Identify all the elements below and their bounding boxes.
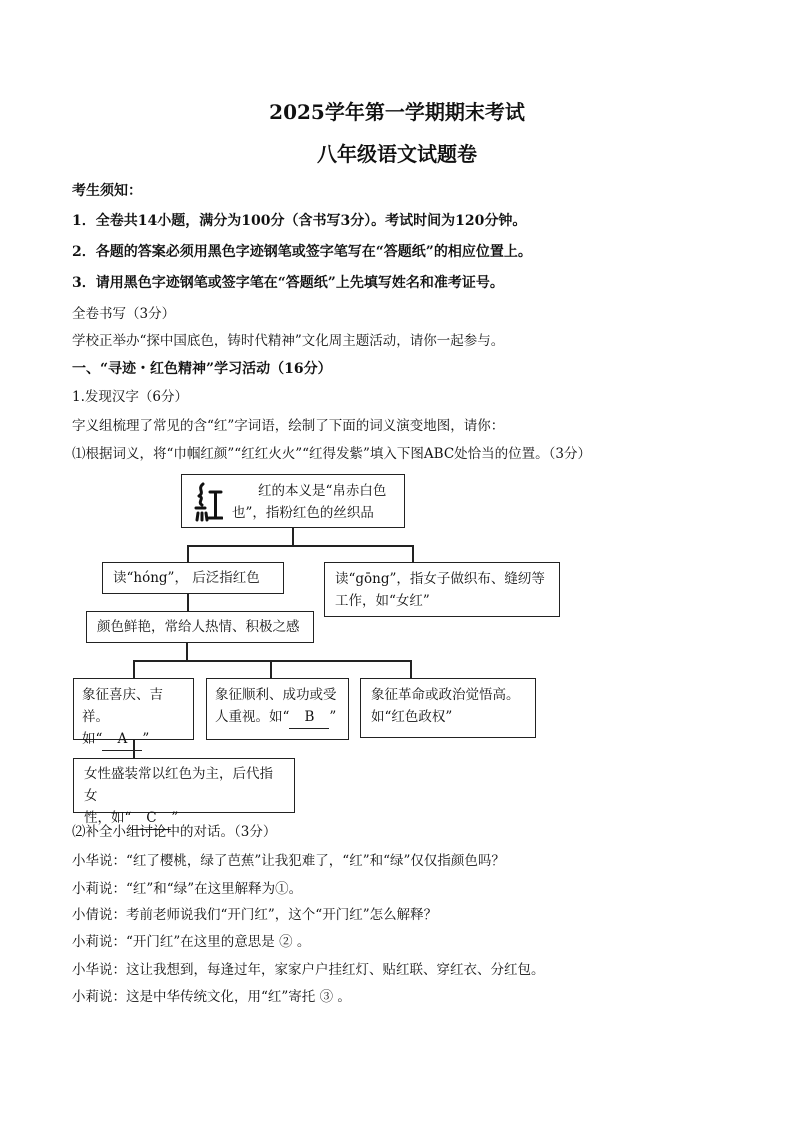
connector [270, 660, 272, 678]
notice-item-3: 3．请用黑色字迹钢笔或签字笔在“答题纸”上先填写姓名和准考证号。 [72, 275, 504, 291]
hong-text: 读“hóng”， 后泛指红色 [113, 570, 260, 586]
section-1-heading: 一、“寻迹・红色精神”学习活动（16分） [72, 361, 332, 377]
connector [412, 545, 414, 562]
blank-c: C [131, 807, 171, 830]
dialog-line-5: 小华说：这让我想到，每逢过年，家家户户挂红灯、贴红联、穿红衣、分红包。 [72, 962, 545, 978]
gong-text-1: 读“gōng”，指女子做织布、缝纫等 [335, 571, 545, 587]
a-suffix: ” [142, 731, 150, 747]
question-1-title: 1.发现汉字（6分） [72, 389, 188, 405]
dialog-line-1: 小华说：“红了樱桃，绿了芭蕉”让我犯难了，“红”和“绿”仅仅指颜色吗？ [72, 853, 505, 869]
connector [187, 594, 189, 611]
root-text-2: 也”，指粉红色的丝织品 [232, 505, 374, 521]
dialog-line-2: 小莉说：“红”和“绿”在这里解释为①。 [72, 881, 303, 897]
connector [187, 545, 189, 562]
seal-script-hong-icon [193, 480, 223, 524]
blank-b: B [289, 706, 329, 729]
gong-box [324, 562, 560, 617]
bright-box [86, 611, 314, 643]
notice-item-1: 1．全卷共14小题，满分为100分（含书写3分）。考试时间为120分钟。 [72, 213, 527, 229]
connector [133, 660, 411, 662]
connector [133, 660, 135, 678]
connector [292, 528, 294, 546]
b-box [206, 678, 349, 740]
c-prefix: 性，如“ [84, 810, 132, 826]
a-prefix: 如“ [82, 731, 103, 747]
b-suffix: ” [329, 709, 337, 725]
c-suffix: ” [171, 810, 179, 826]
revolution-text-1: 象征革命或政治觉悟高。 [371, 687, 520, 703]
revolution-box [360, 678, 536, 738]
a-box [73, 678, 194, 747]
revolution-text-2: 如“红色政权” [371, 709, 453, 725]
b-text: 象征顺利、成功或受 [215, 687, 337, 703]
exam-subtitle: 八年级语文试题卷 [317, 142, 477, 166]
notice-item-2: 2．各题的答案必须用黑色字迹钢笔或签字笔写在“答题纸”的相应位置上。 [72, 244, 532, 260]
connector [187, 545, 413, 547]
c-text: 女性盛装常以红色为主，后代指女 [84, 766, 273, 804]
dialog-line-6: 小莉说：这是中华传统文化，用“红”寄托 ③ 。 [72, 989, 351, 1005]
notice-heading: 考生须知： [72, 183, 142, 199]
hong-box [102, 562, 284, 594]
dialog-line-3: 小倩说：考前老师说我们“开门红”，这个“开门红”怎么解释？ [72, 907, 438, 923]
connector [133, 740, 135, 758]
dialog-line-4: 小莉说：“开门红”在这里的意思是 ② 。 [72, 934, 311, 950]
root-text-1: 红的本义是“帛赤白色 [258, 483, 387, 499]
activity-intro: 学校正举办“探中国底色，铸时代精神”文化周主题活动，请你一起参与。 [72, 333, 505, 349]
a-text: 象征喜庆、吉祥。 [82, 687, 163, 725]
exam-title: 2025学年第一学期期末考试 [269, 100, 525, 124]
connector [410, 660, 412, 678]
writing-score: 全卷书写（3分） [72, 306, 176, 322]
c-box [73, 758, 295, 826]
question-1-desc: 字义组梳理了常见的含“红”字词语，绘制了下面的词义演变地图，请你： [72, 418, 505, 434]
connector [186, 643, 188, 661]
question-1-sub2: ⑵补全小组讨论中的对话。（3分） [72, 824, 277, 840]
b-prefix: 人重视。如“ [215, 709, 290, 725]
question-1-sub1: ⑴根据词义，将“巾帼红颜”“红红火火”“红得发紫”填入下图ABC处恰当的位置。（3分） [72, 446, 591, 462]
gong-text-2: 工作，如“女红” [335, 593, 430, 609]
blank-a: A [102, 728, 142, 751]
bright-text: 颜色鲜艳，常给人热情、积极之感 [97, 619, 300, 635]
